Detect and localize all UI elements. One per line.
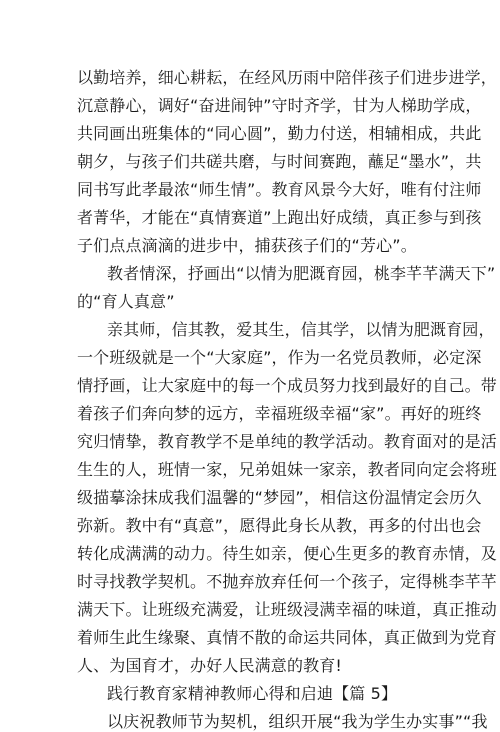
paragraph-line: 生生的人，班情一家，兄弟姐妹一家亲，教者同向定会将班	[77, 460, 497, 479]
section-heading-line: 的“育人真意”	[77, 292, 175, 311]
paragraph-line: 以勤培养，细心耕耘，在经风历雨中陪伴孩子们进步进学，	[77, 68, 497, 87]
paragraph-line: 究归情挚，教育教学不是单纯的教学活动。教育面对的是活	[77, 432, 497, 451]
section-heading-line: 教者情深，抒画出“以情为肥溉育园，桃李芊芊满天下”	[107, 264, 496, 283]
paragraph-line: 着孩子们奔向梦的远方，幸福班级幸福“家”。再好的班终	[77, 404, 482, 423]
paragraph-line: 者菁华，才能在“真情赛道”上跑出好成绩，真正参与到孩	[77, 208, 482, 227]
paragraph-line: 时寻找教学契机。不抛弃放弃任何一个孩子，定得桃李芊芊	[77, 572, 497, 591]
paragraph-line: 情抒画，让大家庭中的每一个成员努力找到最好的自己。带	[77, 376, 497, 395]
paragraph-line: 弥新。教中有“真意”，愿得此身长从教，再多的付出也会	[77, 516, 482, 535]
paragraph-line: 沉意静心，调好“奋进闹钟”守时齐学，甘为人梯助学成，	[77, 96, 482, 115]
paragraph-line: 以庆祝教师节为契机，组织开展“我为学生办实事”“我	[107, 712, 488, 731]
paragraph-line: 满天下。让班级充满爱，让班级浸满幸福的味道，真正推动	[77, 600, 497, 619]
paragraph-line: 一个班级就是一个“大家庭”，作为一名党员教师，必定深	[77, 348, 482, 367]
paragraph-line: 人、为国育才，办好人民满意的教育!	[77, 656, 342, 675]
section-title: 践行教育家精神教师心得和启迪【篇 5】	[107, 684, 398, 703]
paragraph-line: 着师生此生缘聚、真情不散的命运共同体，真正做到为党育	[77, 628, 497, 647]
paragraph-line: 共同画出班集体的“同心圆”，勤力付送，相辅相成，共此	[77, 124, 482, 143]
paragraph-line: 同书写此孝最浓“师生情”。教育风景今大好，唯有付注师	[77, 180, 482, 199]
paragraph-line: 朝夕，与孩子们共磋共磨，与时间赛跑，蘸足“墨水”，共	[77, 152, 482, 171]
paragraph-line: 转化成满满的动力。待生如亲，便心生更多的教育赤情，及	[77, 544, 497, 563]
paragraph-line: 级描摹涂抹成我们温馨的“梦园”，相信这份温情定会历久	[77, 488, 482, 507]
paragraph-line: 子们点点滴滴的进步中，捕获孩子们的“芳心”。	[77, 236, 417, 255]
paragraph-line: 亲其师，信其教，爱其生，信其学，以情为肥溉育园，	[107, 320, 495, 339]
